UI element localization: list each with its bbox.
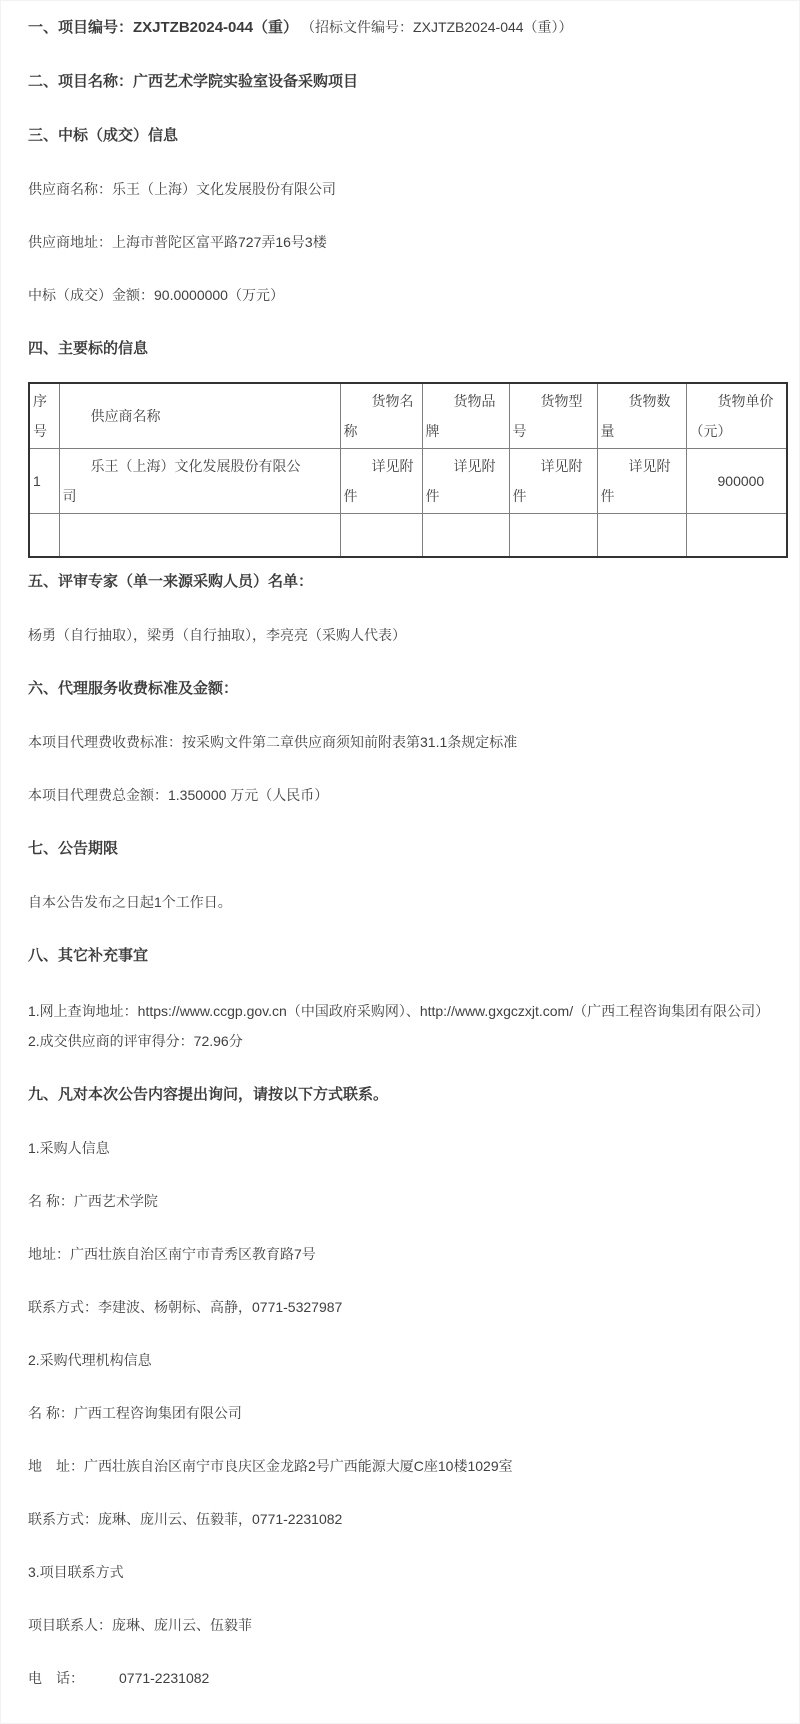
table-cell: [422, 514, 509, 558]
table-cell: [597, 514, 686, 558]
project-contact-person-line: 项目联系人：庞琳、庞川云、伍毅菲: [28, 1617, 252, 1633]
agency-address-line: 地 址：广西壮族自治区南宁市良庆区金龙路2号广西能源大厦C座10楼1029室: [28, 1458, 513, 1474]
agency-fee-total-line: 本项目代理费总金额：1.350000 万元（人民币）: [28, 787, 329, 803]
table-cell: [509, 514, 597, 558]
table-header-cell: 货物数量: [597, 383, 686, 449]
table-header-cell: 货物品牌: [422, 383, 509, 449]
table-cell: [686, 514, 787, 558]
section-7-heading: 七、公告期限: [28, 840, 119, 857]
purchaser-address-line: 地址：广西壮族自治区南宁市青秀区教育路7号: [28, 1246, 316, 1262]
section-9-heading: 九、凡对本次公告内容提出询问，请按以下方式联系。: [28, 1086, 389, 1103]
agency-contact-line: 联系方式：庞琳、庞川云、伍毅菲，0771-2231082: [28, 1511, 343, 1527]
table-cell: [340, 514, 422, 558]
announcement-period-line: 自本公告发布之日起1个工作日。: [28, 894, 232, 910]
table-header-row: [29, 383, 787, 449]
table-row: [29, 449, 787, 514]
supplementary-info: [28, 996, 791, 1056]
table-cell: [59, 514, 340, 558]
purchaser-name-line: 名 称：广西艺术学院: [28, 1193, 158, 1209]
table-header-cell: 供应商名称: [59, 383, 340, 449]
table-cell: [29, 514, 59, 558]
main-bid-table: [28, 382, 788, 558]
table-cell-goods-name: 详见附件: [340, 449, 422, 514]
table-header-cell: 货物单价（元）: [686, 383, 787, 449]
project-phone-line: 电 话： 0771-2231082: [28, 1670, 210, 1686]
table-header-cell: 货物名称: [340, 383, 422, 449]
table-cell-goods-qty: 详见附件: [597, 449, 686, 514]
section-2-heading: 二、项目名称：广西艺术学院实验室设备采购项目: [28, 73, 359, 90]
section-3-heading: 三、中标（成交）信息: [28, 127, 179, 144]
section-8-heading: 八、其它补充事宜: [28, 947, 149, 964]
project-contact-label: 3.项目联系方式: [28, 1564, 124, 1580]
supplier-name-line: 供应商名称：乐王（上海）文化发展股份有限公司: [28, 181, 336, 197]
online-query-address-line: 1.网上查询地址：https://www.ccgp.gov.cn（中国政府采购网）、http://www.gxgczxjt.com/（广西工程咨询集团有限公司）: [28, 1003, 770, 1019]
section-4-heading: 四、主要标的信息: [28, 340, 149, 357]
agency-fee-standard-line: 本项目代理费收费标准：按采购文件第二章供应商须知前附表第31.1条规定标准: [28, 734, 518, 750]
agency-info-label: 2.采购代理机构信息: [28, 1352, 152, 1368]
agency-name-line: 名 称：广西工程咨询集团有限公司: [28, 1405, 242, 1421]
table-cell-goods-brand: 详见附件: [422, 449, 509, 514]
section-5-heading: 五、评审专家（单一来源采购人员）名单：: [28, 573, 314, 590]
experts-list-line: 杨勇（自行抽取），梁勇（自行抽取），李亮亮（采购人代表）: [28, 627, 406, 643]
table-cell-goods-model: 详见附件: [509, 449, 597, 514]
table-cell-supplier: 乐王（上海）文化发展股份有限公司: [59, 449, 340, 514]
main-bid-table-wrap: [28, 382, 791, 558]
table-row-empty: [29, 514, 787, 558]
table-cell-goods-price: 900000: [686, 449, 787, 514]
section-1-heading: [28, 17, 791, 38]
supplier-address-line: 供应商地址：上海市普陀区富平路727弄16号3楼: [28, 234, 327, 250]
tender-doc-number-text: （招标文件编号：ZXJTZB2024-044（重））: [308, 19, 573, 35]
review-score-line: 2.成交供应商的评审得分：72.96分: [28, 1033, 243, 1049]
purchaser-contact-line: 联系方式：李建波、杨朝标、高静，0771-5327987: [28, 1299, 343, 1315]
table-header-cell: 序号: [29, 383, 59, 449]
award-amount-line: 中标（成交）金额：90.0000000（万元）: [28, 287, 284, 303]
section-6-heading: 六、代理服务收费标准及金额：: [28, 680, 239, 697]
table-header-cell: 货物型号: [509, 383, 597, 449]
table-cell-seq: 1: [29, 449, 59, 514]
project-number-text: 一、项目编号：ZXJTZB2024-044（重）: [28, 19, 299, 36]
purchaser-info-label: 1.采购人信息: [28, 1140, 110, 1156]
